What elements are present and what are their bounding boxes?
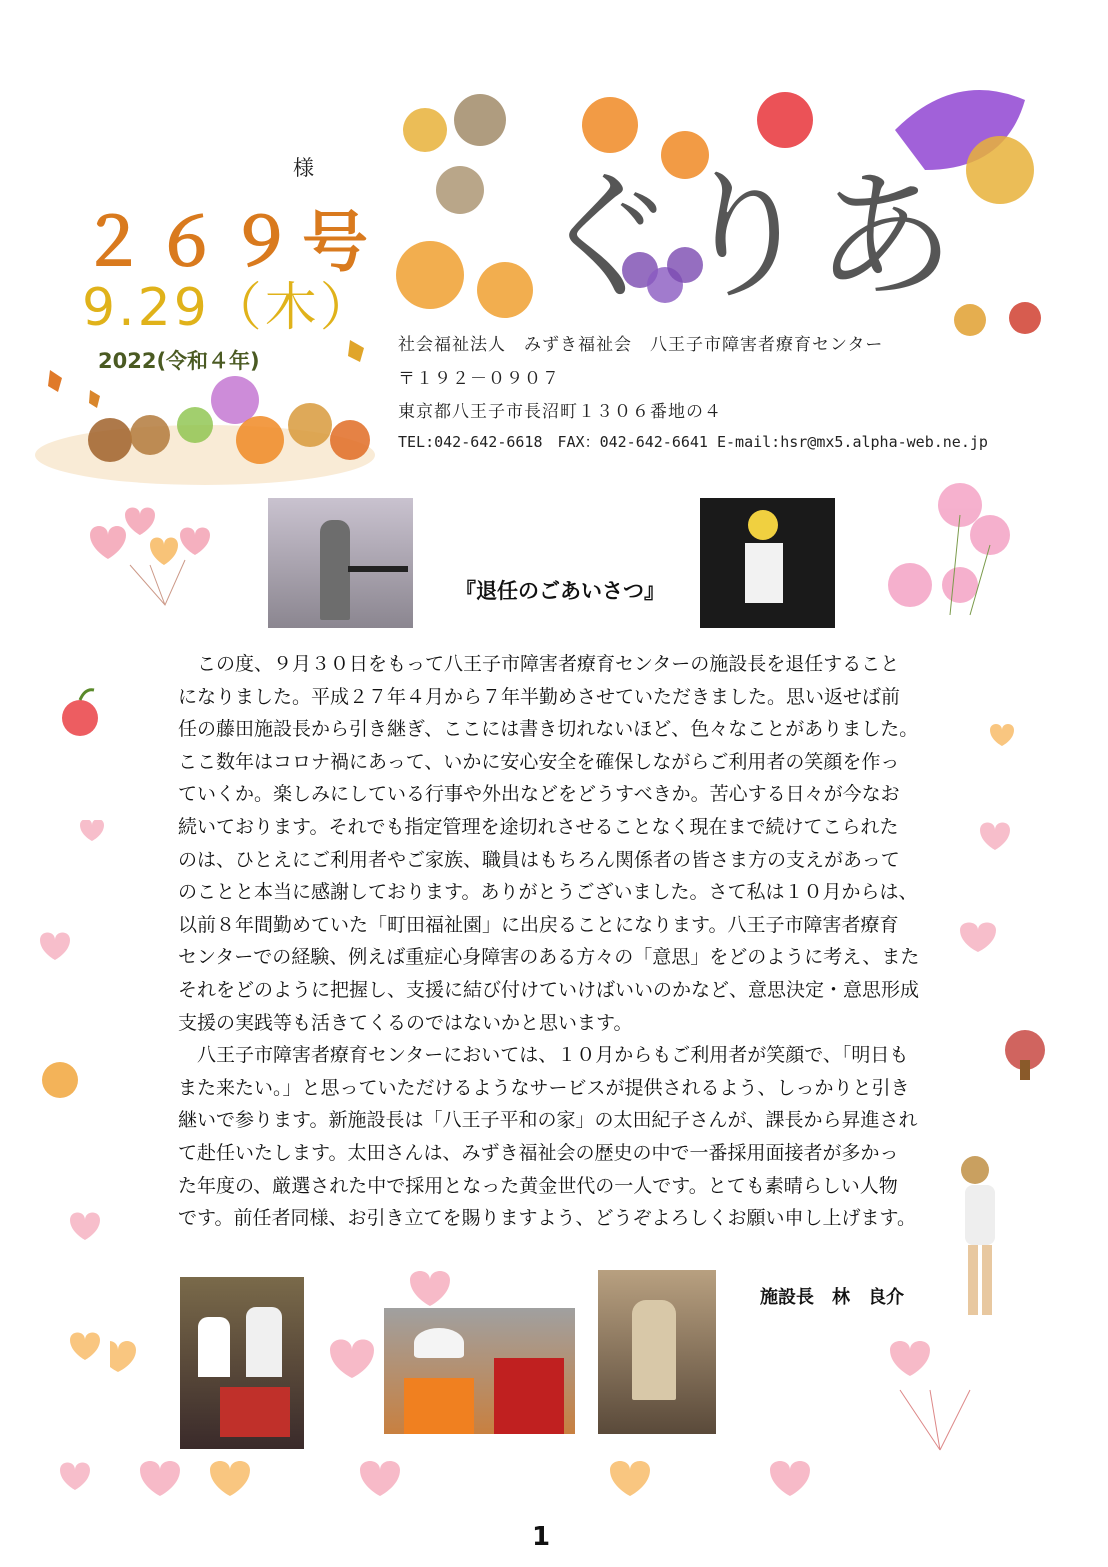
article-line: て赴任いたします。太田さんは、みずき福祉会の歴史の中で一番採用面接者が多かっ: [178, 1141, 899, 1164]
article-line: 任の藤田施設長から引き継ぎ、ここには書き切れないほど、色々なことがありました。: [178, 718, 919, 741]
article-line: ここ数年はコロナ禍にあって、いかに安心安全を確保しながらご利用者の笑顔を作っ: [178, 750, 900, 773]
issue-date: 9.29（木）: [82, 278, 375, 338]
autumn-fruit-illustration: [20, 330, 390, 490]
org-address: 東京都八王子市長沼町１３０６番地の４: [398, 402, 722, 422]
article-line: ていくか。楽しみにしている行事や外出などをどうすべきか。苦心する日々が今なお: [178, 783, 900, 806]
recipient-suffix: 様: [293, 156, 314, 180]
article-line: それをどのように把握し、支援に結び付けていけばいいのかなど、意思決定・意思形成: [178, 978, 920, 1001]
article-line: のは、ひとえにご利用者やご家族、職員はもちろん関係者の皆さま方の支えがあって: [178, 848, 900, 871]
apple-icon: [55, 680, 105, 740]
article-line: 継いで参ります。新施設長は「八王子平和の家」の太田紀子さんが、課長から昇進され: [178, 1109, 918, 1132]
article-line: また来たい。」と思っていただけるようなサービスが提供されるよう、しっかりと引き: [178, 1076, 910, 1099]
org-name: 社会福祉法人 みずき福祉会 八王子市障害者療育センター: [398, 335, 884, 355]
heart-balloons-icon: [70, 505, 250, 635]
issue-number: ２６９号: [80, 204, 376, 281]
article-line: になりました。平成２７年４月から７年半勤めさせていただきました。思い返せば前: [178, 685, 901, 708]
cosmos-flower-icon: [870, 475, 1020, 635]
photo-costume: [700, 498, 835, 628]
article-line: のことと本当に感謝しております。ありがとうございました。さて私は１０月からは、: [178, 881, 918, 904]
photo-speech: [268, 498, 413, 628]
left-hearts-decoration: [30, 820, 110, 1520]
article-line: この度、９月３０日をもって八王子市障害者療育センターの施設長を退任すること: [178, 653, 900, 675]
article-line: た年度の、厳選された中で採用となった黄金世代の一人です。とても素晴らしい人物: [178, 1174, 898, 1197]
article-heading: 『退任のごあいさつ』: [455, 579, 665, 603]
article-line: 八王子市障害者療育センターにおいては、１０月からもご利用者が笑顔で、「明日も: [178, 1044, 909, 1067]
title-illustration: [385, 80, 1075, 360]
article-line: です。前任者同様、お引き立てを賜りますよう、どうぞよろしくお願い申し上げます。: [178, 1207, 916, 1230]
issue-year: 2022(令和４年): [98, 349, 260, 373]
org-postal-code: 〒１９２－０９０７: [398, 369, 560, 389]
article-body: [178, 648, 938, 1235]
signature: 施設長 林 良介: [760, 1287, 904, 1308]
article-line: センターでの経験、例えば重症心身障害のある方々の「意思」をどのように考え、また: [178, 946, 920, 969]
article-line: 以前８年間勤めていた「町田福祉園」に出戻ることになります。八王子市障害者療育: [178, 913, 899, 936]
article-line: 続いております。それでも指定管理を途切れさせることなく現在まで続けてこられた: [178, 815, 899, 838]
title-text: ぐりあ: [535, 156, 956, 319]
org-contact: TEL:042-642-6618 FAX：042-642-6641 E-mail:hsr@mx5.alpha-web.ne.jp: [398, 433, 988, 451]
bottom-hearts-decoration: [110, 1270, 1000, 1530]
page-number: 1: [532, 1522, 551, 1552]
article-line: 支援の実践等も活きてくるのではないかと思います。: [178, 1011, 633, 1034]
